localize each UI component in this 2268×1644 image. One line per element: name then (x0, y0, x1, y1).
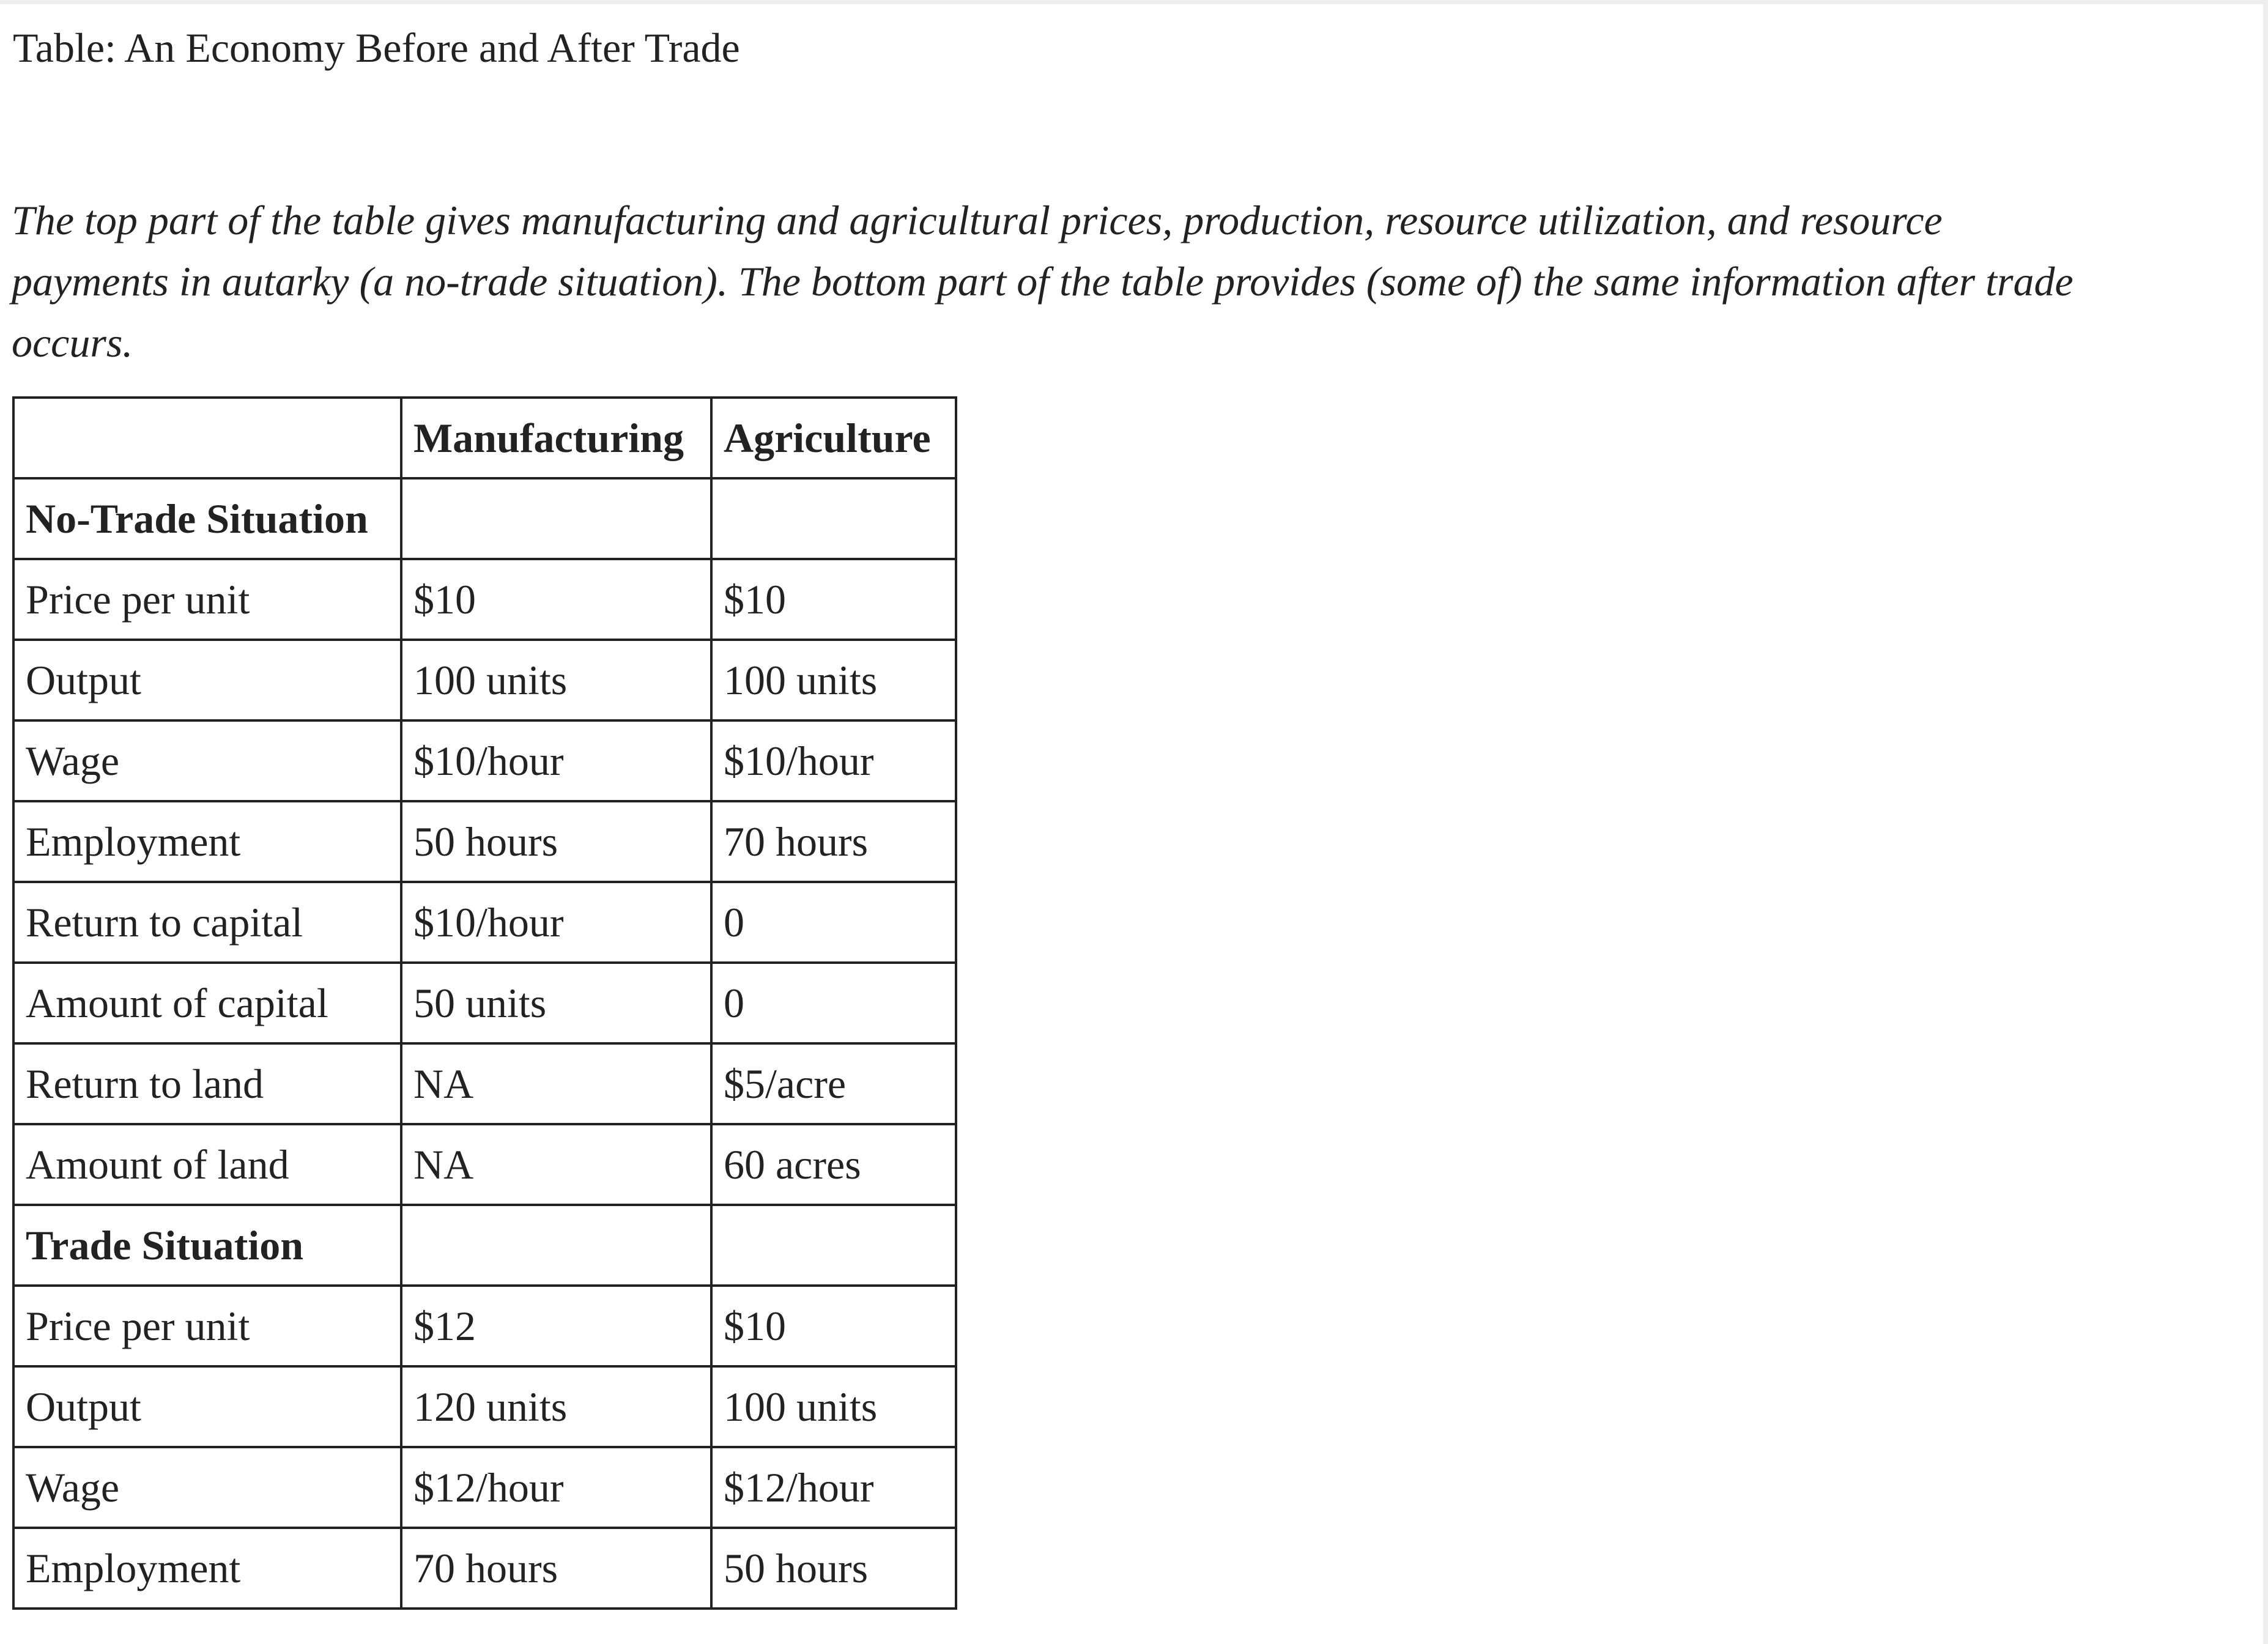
table-row (13, 1124, 956, 1205)
table-row (13, 882, 956, 963)
intro-paragraph (12, 190, 2232, 373)
manufacturing-cell (401, 1205, 711, 1286)
agriculture-cell: 70 hours (711, 801, 956, 882)
table-section-row (13, 1205, 956, 1286)
intro-line: payments in autarky (a no-trade situation). The bottom part of the table provides (some of) the same information after trade (12, 258, 2073, 305)
table-row (13, 559, 956, 640)
table-row (13, 1366, 956, 1447)
page-title: Table: An Economy Before and After Trade (13, 24, 740, 71)
top-border (0, 0, 2268, 4)
economy-table (12, 396, 957, 1610)
section-label: Trade Situation (13, 1205, 401, 1286)
manufacturing-cell: NA (401, 1043, 711, 1124)
agriculture-cell: $10 (711, 559, 956, 640)
header-agriculture: Agriculture (711, 398, 956, 478)
table-body (13, 478, 956, 1609)
row-label: Output (13, 640, 401, 720)
row-label: Output (13, 1366, 401, 1447)
agriculture-cell: 100 units (711, 1366, 956, 1447)
table-section-row (13, 478, 956, 559)
table-row (13, 640, 956, 720)
table-row (13, 1528, 956, 1609)
agriculture-cell: $10/hour (711, 720, 956, 801)
table-header-row (13, 398, 956, 478)
row-label: Amount of capital (13, 963, 401, 1043)
agriculture-cell: 50 hours (711, 1528, 956, 1609)
agriculture-cell (711, 478, 956, 559)
agriculture-cell: $12/hour (711, 1447, 956, 1528)
manufacturing-cell: 120 units (401, 1366, 711, 1447)
table-row (13, 720, 956, 801)
agriculture-cell: $10 (711, 1286, 956, 1366)
manufacturing-cell: $10 (401, 559, 711, 640)
agriculture-cell: 0 (711, 963, 956, 1043)
agriculture-cell: 0 (711, 882, 956, 963)
agriculture-cell: 60 acres (711, 1124, 956, 1205)
manufacturing-cell: 70 hours (401, 1528, 711, 1609)
row-label: Wage (13, 720, 401, 801)
table-row (13, 801, 956, 882)
intro-line: The top part of the table gives manufacturing and agricultural prices, production, resource utilization, and resource (12, 197, 1943, 243)
row-label: Price per unit (13, 1286, 401, 1366)
row-label: Wage (13, 1447, 401, 1528)
header-manufacturing: Manufacturing (401, 398, 711, 478)
row-label: Return to capital (13, 882, 401, 963)
manufacturing-cell: 50 units (401, 963, 711, 1043)
table-row (13, 1286, 956, 1366)
section-label: No-Trade Situation (13, 478, 401, 559)
manufacturing-cell: $10/hour (401, 882, 711, 963)
manufacturing-cell: 50 hours (401, 801, 711, 882)
header-empty-cell (13, 398, 401, 478)
row-label: Employment (13, 1528, 401, 1609)
manufacturing-cell: $10/hour (401, 720, 711, 801)
manufacturing-cell: NA (401, 1124, 711, 1205)
row-label: Amount of land (13, 1124, 401, 1205)
row-label: Return to land (13, 1043, 401, 1124)
scrollbar-track[interactable] (2263, 0, 2268, 1644)
agriculture-cell (711, 1205, 956, 1286)
agriculture-cell: $5/acre (711, 1043, 956, 1124)
agriculture-cell: 100 units (711, 640, 956, 720)
manufacturing-cell: $12 (401, 1286, 711, 1366)
row-label: Price per unit (13, 559, 401, 640)
row-label: Employment (13, 801, 401, 882)
manufacturing-cell (401, 478, 711, 559)
table-row (13, 1043, 956, 1124)
manufacturing-cell: 100 units (401, 640, 711, 720)
table-row (13, 963, 956, 1043)
manufacturing-cell: $12/hour (401, 1447, 711, 1528)
intro-line: occurs. (12, 319, 133, 366)
table-row (13, 1447, 956, 1528)
